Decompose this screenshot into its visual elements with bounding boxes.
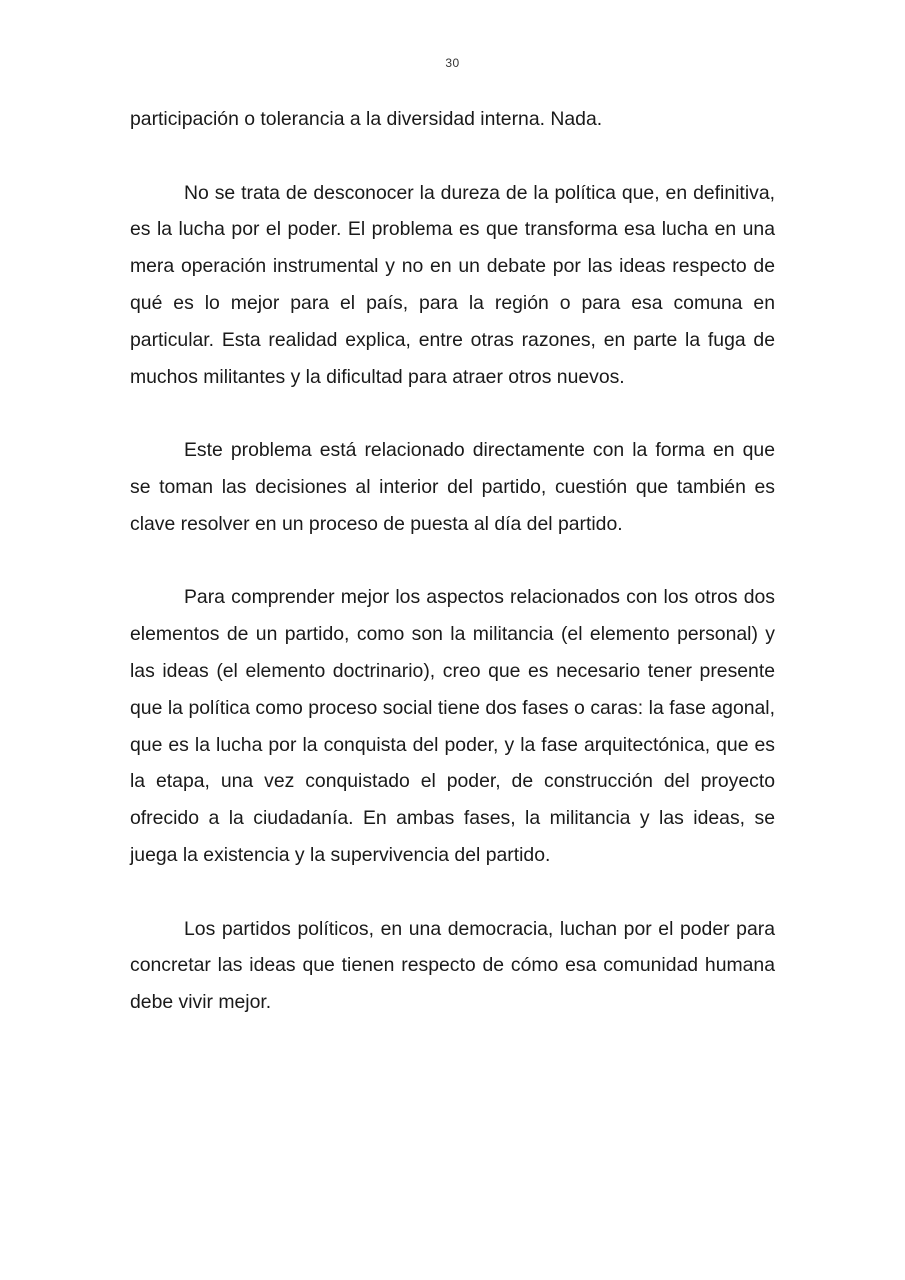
paragraph-political-phases: Para comprender mejor los aspectos relacionados con los otros dos elementos de un partido, como son la militancia (el elemento personal) y las ideas (el elemento doctrinario), creo que es necesario tener presente que la política como proceso social tiene dos fases o caras: la fase agonal, que es la lucha por la conquista del poder, y la fase arquitectónica, que es la etapa, una vez conquistado el poder, de construcción del proyecto ofrecido a la ciudadanía. En ambas fases, la militancia y las ideas, se juega la existencia y la supervivencia del partido.	[130, 586, 775, 866]
paragraph-continuation: participación o tolerancia a la diversidad interna. Nada.	[130, 108, 603, 130]
paragraph-parties-democracy: Los partidos políticos, en una democracia, luchan por el poder para concretar las ideas que tienen respecto de cómo esa comunidad humana debe vivir mejor.	[130, 917, 775, 1014]
paragraph-politics-struggle: No se trata de desconocer la dureza de la política que, en definitiva, es la lucha por el poder. El problema es que transforma esa lucha en una mera operación instrumental y no en un debate por las ideas respecto de qué es lo mejor para el país, para la región o para esa comuna en particular. Esta realidad explica, entre otras razones, en parte la fuga de muchos militantes y la dificultad para atraer otros nuevos.	[130, 181, 775, 388]
paragraph-decision-making: Este problema está relacionado directamente con la forma en que se toman las decisiones al interior del partido, cuestión que también es clave resolver en un proceso de puesta al día del partido.	[130, 439, 775, 535]
page-body	[130, 101, 775, 1058]
page-number: 30	[445, 56, 460, 70]
